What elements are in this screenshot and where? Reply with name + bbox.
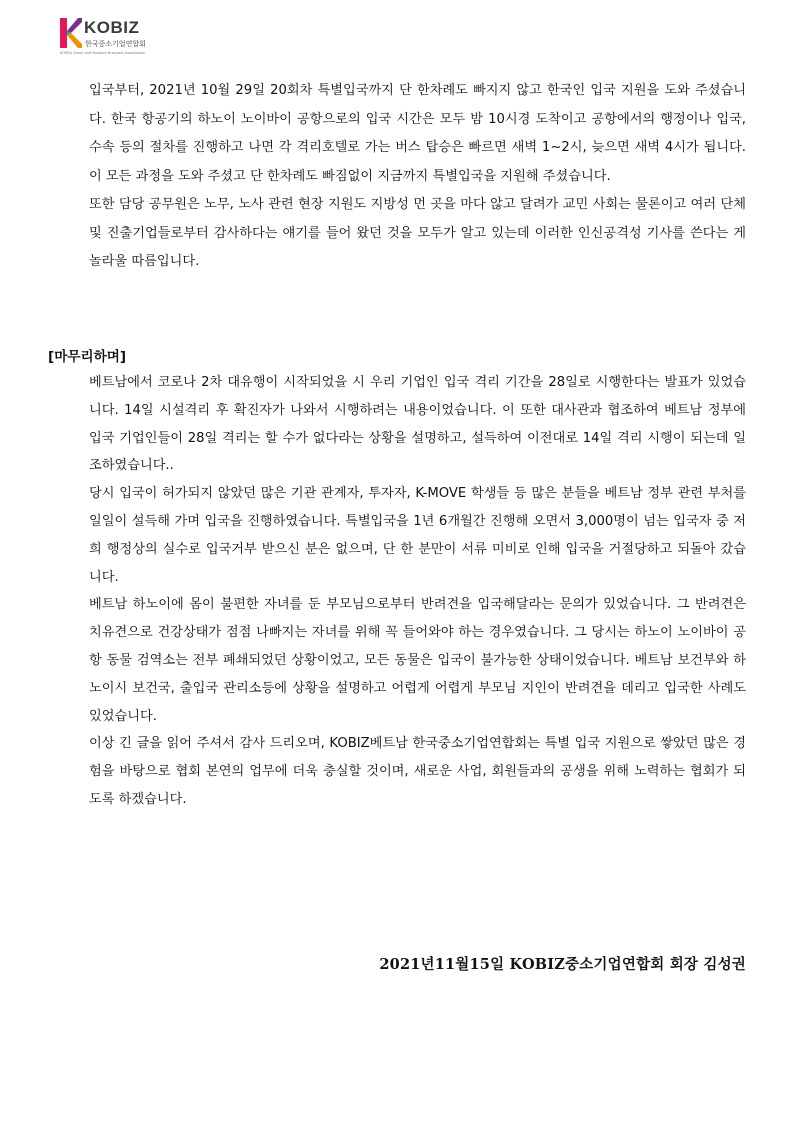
logo-korean-name: 한국중소기업연합회 [85,40,146,48]
paragraph: 또한 담당 공무원은 노무, 노사 관련 현장 지원도 지방성 먼 곳을 마다 않고 달려가 교민 사회는 물론이고 여러 단체 및 진출기업들로부터 감사하다는 얘기를 들어 왔던 것을 모두가 알고 있는데 이러한 인신공격성 기사를 쓴다는 게 놀라울 따름입니다. [89,197,746,269]
paragraph: 당시 입국이 허가되지 않았던 많은 기관 관계자, 투자자, K-MOVE 학생들 등 많은 분들을 베트남 정부 관련 부처를 일일이 설득해 가며 입국을 진행하였습니다. 특별입국을 1년 6개월간 진행해 오면서 3,000명이 넘는 입국자 중 저희 행정상의 실수로 입국거부 받으신 분은 없으며, 단 한 분만이 서류 미비로 인해 입국을 거절당하고 되돌아 갔습니다. [89,486,746,585]
section-entry-support [89,77,746,277]
paragraph: 베트남 하노이에 몸이 불편한 자녀를 둔 부모님으로부터 반려견을 입국해달라는 문의가 있었습니다. 그 반려견은 치유견으로 건강상태가 점점 나빠지는 자녀를 위해 꼭 들어와야 하는 경우였습니다. 그 당시는 하노이 노이바이 공항 동물 검역소는 전부 폐쇄되었던 상황이었고, 모든 동물은 입국이 불가능한 상태이었습니다. 베트남 보건부와 하노이시 보건국, 출입국 관리소등에 상황을 설명하고 어렵게 어렵게 부모님 지인이 반려견을 데리고 입국한 사례도 있었습니다. [89,597,746,724]
paragraph: 이상 긴 글을 읽어 주셔서 감사 드리오며, KOBIZ베트남 한국중소기업연합회는 특별 입국 지원으로 쌓았던 많은 경험을 바탕으로 협회 본연의 업무에 더욱 충실할 것이며, 새로운 사업, 회원들과의 공생을 위해 노력하는 협회가 되도록 하겠습니다. [89,736,746,807]
paragraph: 입국부터, 2021년 10월 29일 20회차 특별입국까지 단 한차례도 빠지지 않고 한국인 입국 지원을 도와 주셨습니다. 한국 항공기의 하노이 노이바이 공항으로의 입국 시간은 모두 밤 10시경 도착이고 공항에서의 행정이나 입국, 수속 등의 절차를 진행하고 나면 각 격리호텔로 가는 버스 탑승은 빠르면 새벽 1~2시, 늦으면 새벽 4시가 됩니다. 이 모든 과정을 도와 주셨고 단 한차례도 빠짐없이 지금까지 특별입국을 지원해 주셨습니다. [89,83,746,184]
signature-line: 2021년11월15일 KOBIZ중소기업연합회 회장 김성권 [379,956,746,973]
logo-english-name: KOREA Small and Medium Business Association [60,51,146,55]
kobiz-k-mark-icon [60,18,82,48]
kobiz-logo [60,18,170,58]
section-heading-closing: [마무리하며] [48,349,127,365]
paragraph: 베트남에서 코로나 2차 대유행이 시작되었을 시 우리 기업인 입국 격리 기간을 28일로 시행한다는 발표가 있었습니다. 14일 시설격리 후 확진자가 나와서 시행하려는 내용이었습니다. 이 또한 대사관과 협조하여 베트남 정부에 입국 기업인들이 28일 격리는 할 수가 없다라는 상황을 설명하고, 설득하여 이전대로 14일 격리 시행이 되는데 일조하였습니다.. [89,375,746,474]
logo-wordmark: KOBIZ [84,18,140,37]
section-closing [89,369,746,814]
